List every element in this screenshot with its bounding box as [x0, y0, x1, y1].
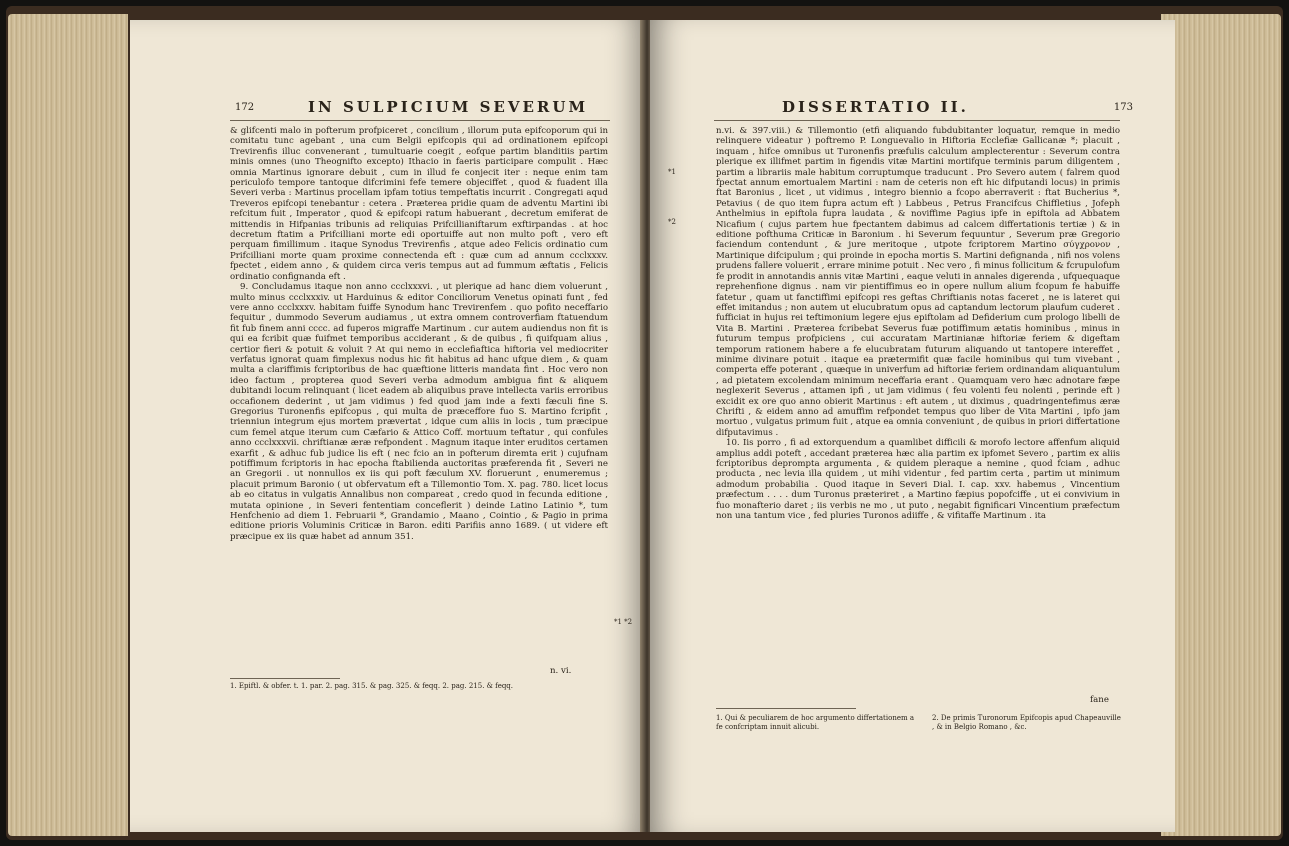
- left-page: [130, 20, 645, 832]
- left-margin-note: *1 *2: [614, 618, 633, 626]
- right-footnote-rule: [716, 708, 856, 709]
- left-head-rule: [230, 120, 610, 121]
- right-footnote-1: 1. Qui & peculiarem de hoc argumento differtationem a fe confcriptam innuit alicubi.: [716, 714, 915, 731]
- left-footnote-rule: [230, 678, 340, 679]
- right-head-rule: [714, 120, 1120, 121]
- page-edges-left: [8, 14, 128, 836]
- right-page: [650, 20, 1175, 832]
- right-margin-note-2: *2: [668, 218, 676, 226]
- right-page-number: 173: [1113, 102, 1133, 113]
- right-body-text: [716, 126, 1120, 676]
- page-edges-right: [1161, 14, 1281, 836]
- left-body-text: [230, 126, 608, 676]
- right-running-head: [650, 98, 1175, 118]
- right-catchword: fane: [1090, 695, 1109, 705]
- left-paragraph: & glifcenti malo in pofterum profpiceret , concilium , illorum puta epifcoporum qui in comitatu tunc agebant , una cum Belgii epifcopis qui ad ordinationem epifcopi Trevirenfis illuc convenerant , tumultuarie coegit , eofque partim blanditiis partim minis omnes (uno Theognifto excepto) Ithacio in faeris participare compulit . Hæc omnia Martinus ignorare debuit , cum in illud fe conjecit iter : neque enim tam periculofo tempore tantoque difcrimini fefe temere objeciffet , quod & fuadent illa Severi verba : Martinus procellam ipfam totius tempeftatis incurrit . Congregati aqud Treveros epifcopi tenebantur : cetera . Præterea pridie quam de adventu Martini ibi refcitum fuit , Imperator , quod & epifcopi ratum habuerant , decretum emiferat de mittendis in Hifpanias tribunis ad reliquias Prifcillianiftarum exftirpandas . at hoc decretum ftatim a Prifcilliani morte edi oportuiffe aut non multo poft , vero eft perquam fimillimum . itaque Synodus Trevirenfis , atque adeo Felicis ordinatio cum Prifcilliani morte quam proxime connectenda eft : quæ cum ad annum ccclxxxv. fpectet , eidem anno , & quidem circa veris tempus aut ad fummum æftatis , Felicis ordinatio confignanda eft .: [230, 126, 608, 282]
- right-paragraph: 10. Iis porro , fi ad extorquendum a quamlibet difficili & morofo lectore affenfum aliquid amplius addi poteft , accedant præterea hæc alia partim ex ipfomet Severo , partim ex aliis fcriptoribus deprompta argumenta , & quidem pleraque a nemine , quod fciam , adhuc producta , nec levia illa quidem , ut mihi videntur , fed partim certa , partim ut minimum admodum probabilia . Quod itaque in Severi Dial. I. cap. xxv. habemus , Vincentium præfectum . . . . dum Turonus præteriret , a Martino fæpius popofciffe , ut ei convivium in fuo monafterio daret ; iis verbis ne mo , ut puto , negabit fignificari Vincentium præfectum non una tantum vice , fed pluries Turonos adiiffe , & vifitaffe Martinum . ita: [716, 438, 1120, 522]
- left-page-title: IN SULPICIUM SEVERUM: [308, 98, 589, 116]
- right-margin-note-1: *1: [668, 168, 676, 176]
- left-paragraph: 9. Concludamus itaque non anno ccclxxxvi. , ut plerique ad hanc diem voluerunt , multo minus ccclxxxiv. ut Harduinus & editor Conciliorum Venetus opinati funt , fed vere anno ccclxxxv. habitam fuiffe Synodum hanc Trevirenfem . quo pofito neceffario fequitur , dummodo Severum audiamus , ut extra omnem controverfiam ftatuendum fit fub finem anni cccc. ad fuperos migraffe Martinum . cur autem audiendus non fit is qui ea fcribit quæ fuifmet temporibus acciderant , & de quibus , fi quifquam alius , certior fieri & potuit & voluit ? At qui nemo in ecclefiaftica hiftoria vel mediocriter verfatus ignorat quam fimplexus nodus hic fit habitus ad hanc ufque diem , & quam multa a clariffimis fcriptoribus de hac quæftione litteris mandata fint . Hoc vero non ideo factum , propterea quod Severi verba admodum ambigua fint & aliquem dubitandi locum relinquant ( licet eadem ab aliquibus prave intellecta variis erroribus occafionem dederint , ut jam vidimus ) fed quod jam inde a fexti fæculi fine S. Gregorius Turonenfis epifcopus , qui multa de præceffore fuo S. Martino fcripfit , trienniun integrum ejus mortem prævertat , idque cum aliis in locis , tum præcipue cum femel atque iterum cum Cæfario & Attico Coff. mortuum teftatur , qui confules anno ccclxxxvii. chriftianæ æræ refpondent . Magnum itaque inter eruditos certamen exarfit , & adhuc fub judice lis eft ( nec fcio an in pofterum diremta erit ) cujufnam potiffimum fcriptoris in hac epocha ftabilienda auctoritas præferenda fit , Severi ne an Gregorii . ut nonnullos ex iis qui poft fæculum XV. floruerunt , enumeremus ; placuit primum Baronio ( ut obfervatum eft a Tillemontio Tom. X. pag. 780. licet locus ab eo citatus in vulgatis Annalibus non compareat , credo quod in fecunda editione , mutata opinione , in Severi fententiam conceflerit ) deinde Latino Latinio *, tum Henfchenio ad diem 1. Februarii *, Grandamio , Maano , Cointio , & Pagio in prima editione prioris Voluminis Criticæ in Baron. editi Parifiis anno 1689. ( ut videre eft præcipue ex iis quæ habet ad annum 351.: [230, 282, 608, 542]
- right-footnote-2: 2. De primis Turonorum Epifcopis apud Chapeauville , & in Belgio Romano , &c.: [932, 714, 1121, 731]
- left-catchword: n. vi.: [550, 666, 572, 676]
- left-footnote: 1. Epiftl. & obfer. t. 1. par. 2. pag. 315. & pag. 325. & feqq. 2. pag. 215. & feqq.: [230, 682, 514, 690]
- right-page-title: DISSERTATIO II.: [782, 98, 969, 116]
- left-running-head: [130, 98, 645, 118]
- right-paragraph: n.vi. & 397.viii.) & Tillemontio (etfi aliquando fubdubitanter loquatur, remque in medio relinquere videatur ) poftremo P. Longuevalio in Hiftoria Ecclefiæ Gallicanæ *; placuit , inquam , hifce omnibus ut Turonenfis præfulis calculum amplecterentur : Severum contra plerique ex illifmet partim in figendis vitæ Martini mortifque terminis parum diligentem , partim a librariis male habitum corruptumque traducunt . Pro Severo autem ( falrem quod fpectat annum emortualem Martini : nam de ceteris non eft hic difputandi locus) in primis ftat Baronius , licet , ut vidimus , integro biennio a fcopo aberraverit : ftat Bucherius *, Petavius ( de quo item fupra actum eft ) Labbeus , Petrus Francifcus Chiffletius , Jofeph Anthelmius in epiftola fupra laudata , & noviffime Pagius ipfe in epiftola ad Abbatem Nicafium ( cujus partem hue fpectantem dabimus ad calcem differtationis tertiæ ) & in editione pofthuma Criticæ in Baronium . hi Severum fequuntur , Severum præ Gregorio faciendum contendunt , & jure meritoque , utpote fcriptorem Martino σύγχρονον , Martinique difcipulum ; qui proinde in epocha mortis S. Martini defignanda , nifi nos volens prudens fallere voluerit , errare minime potuit . Nec vero , fi minus follicitum & fcrupulofum fe prodit in annotandis annis vitæ Martini , eaque veluti in annales digerenda , ufquequaque reprehenfione dignus . nam vir pientiffimus eo in opere nullum alium fcopum fe habuiffe fatetur , quam ut fanctiffimi epifcopi res geftas Chriftianis notas faceret , ne is lateret qui effet imitandus ; non autem ut elucubratum opus ad captandum lectorum plaufum cuderet . fufficiat in hujus rei teftimonium legere ejus epiftolam ad Defiderium cum prologo libelli de Vita B. Martini . Præterea fcribebat Severus fuæ potiffimum ætatis hominibus , minus in futurum tempus profpiciens , cui accuratam Martinianæ hiftoriæ feriem & digeftam temporum rationem habere a fe elucubratam futurum aliquando ut tantopere intereffet , minime divinare potuit . itaque ea prætermifit quæ facile hominibus qui tum vivebant , comperta effe poterant , quæque in univerfum ad hiftoriæ feriem ordinandam aliquantulum , ad pietatem excolendam minimum neceffaria erant . Quamquam vero hæc adnotare fæpe neglexerit Severus , attamen ipfi , ut jam vidimus ( feu volenti feu nolenti , perinde eft ) excidit ex ore quo anno obierit Martinus : eft autem , ut diximus , quadringentefimus æræ Chrifti , & eidem anno ad amuffim refpondet tempus quo liber de Vita Martini , ipfo jam mortuo , vulgatus primum fuit , atque ea omnia conveniunt , de quibus in priori differtatione difputavimus .: [716, 126, 1120, 438]
- left-page-number: 172: [235, 102, 255, 113]
